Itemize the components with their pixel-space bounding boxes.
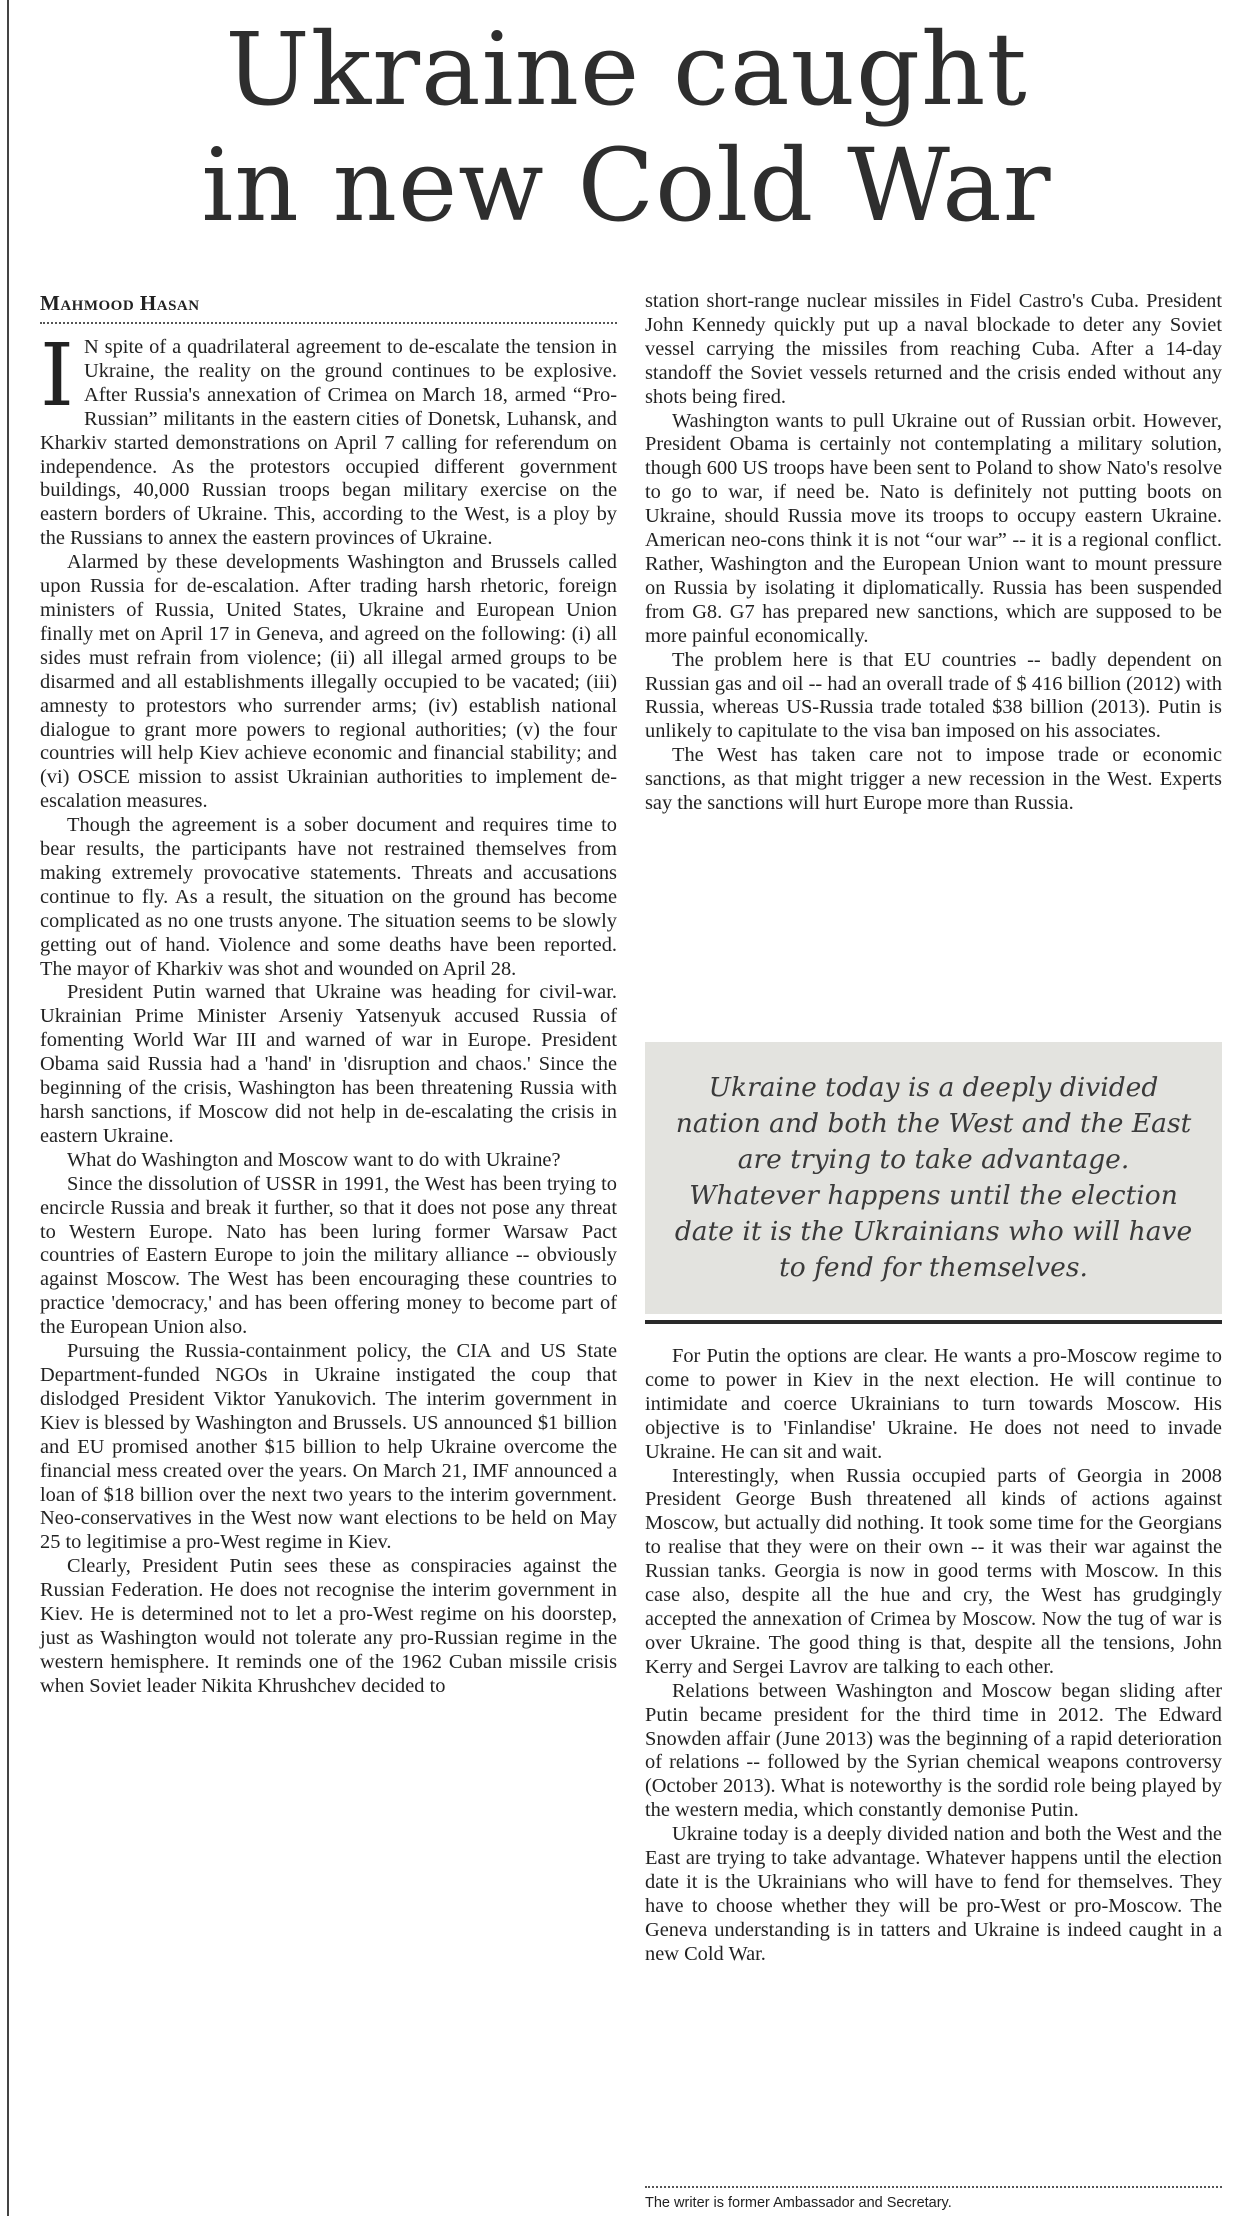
paragraph: The problem here is that EU countries -- badly dependent on Russian gas and oil -- had an overall trade of $ 416 billion (2012) with Russia, whereas US-Russia trade totaled $38 billion (2013). Putin is unlikely to capitulate to the visa ban imposed on his associates. <box>645 648 1222 743</box>
paragraph: Interestingly, when Russia occupied parts of Georgia in 2008 President George Bush threatened all kinds of actions against Moscow, but actually did nothing. It took some time for the Georgians to realise that they were on their own -- it was their war against the Russian tanks. Georgia is now in good terms with Moscow. In this case also, despite all the hue and cry, the West has grudgingly accepted the annexation of Crimea by Moscow. Now the tug of war is over Ukraine. The good thing is that, despite all the tensions, John Kerry and Sergei Lavrov are talking to each other. <box>645 1464 1222 1678</box>
paragraph-lead-text: N spite of a quadrilateral agreement to de-escalate the tension in Ukraine, the reality on the ground continues to be explosive. After Russia's annexation of Crimea on March 18, armed “Pro-Russian” militants in the eastern cities of Donetsk, Luhansk, and Kharkiv started demonstrations on April 7 calling for referendum on independence. As the protestors occupied different government buildings, 40,000 Russian troops began military exercise on the eastern borders of Ukraine. This, according to the West, is a ploy by the Russians to annex the eastern provinces of Ukraine. <box>40 336 617 550</box>
paragraph: The West has taken care not to impose trade or economic sanctions, as that might trigger a new recession in the West. Experts say the sanctions will hurt Europe more than Russia. <box>645 744 1222 815</box>
paragraph: Relations between Washington and Moscow began sliding after Putin became president for the third time in 2012. The Edward Snowden affair (June 2013) was the beginning of a rapid deterioration of relations -- followed by the Syrian chemical weapons controversy (October 2013). What is noteworthy is the sordid role being played by the western media, which constantly demonise Putin. <box>645 1679 1222 1822</box>
paragraph: What do Washington and Moscow want to do with Ukraine? <box>67 1148 561 1171</box>
footer-dotted-rule <box>645 2186 1222 2188</box>
byline: Mahmood Hasan <box>40 291 200 315</box>
paragraph: Since the dissolution of USSR in 1991, the West has been trying to encircle Russia and break it further, so that it does not pose any threat to Western Europe. Nato has been luring former Warsaw Pact countries of Eastern Europe to join the military alliance -- obviously against Moscow. The West has been encouraging these countries to practice 'democracy,' and has been offering money to become part of the European Union also. <box>40 1172 617 1339</box>
paragraph: Pursuing the Russia-containment policy, the CIA and US State Department-funded NGOs in Ukraine instigated the coup that dislodged President Viktor Yanukovich. The interim government in Kiev is blessed by Washington and Brussels. US announced $1 billion and EU promised another $15 billion to help Ukraine overcome the financial mess created over the years. On March 21, IMF announced a loan of $18 billion over the next two years to the interim government. Neo-conservatives in the West now want elections to be held on May 25 to legitimise a pro-West regime in Kiev. <box>40 1340 617 1554</box>
left-margin-rule <box>7 0 9 2216</box>
author-note: The writer is former Ambassador and Secretary. <box>645 2195 952 2211</box>
column-right-top <box>645 290 1222 816</box>
headline <box>0 12 1253 244</box>
paragraph-continued: station short-range nuclear missiles in Fidel Castro's Cuba. President John Kennedy quickly put up a naval blockade to deter any Soviet vessel carrying the missiles from reaching Cuba. After a 14-day standoff the Soviet vessels returned and the crisis ended without any shots being fired. <box>645 290 1222 408</box>
pull-quote-box <box>645 1042 1222 1314</box>
paragraph: Alarmed by these developments Washington and Brussels called upon Russia for de-escalation. After trading harsh rhetoric, foreign ministers of Russia, United States, Ukraine and European Union finally met on April 17 in Geneva, and agreed on the following: (i) all sides must refrain from violence; (ii) all illegal armed groups to be disarmed and all establishments illegally occupied to be vacated; (iii) amnesty to protestors who surrender arms; (iv) establish national dialogue to grant more powers to regional authorities; (v) the four countries will help Kiev achieve economic and financial stability; and (vi) OSCE mission to assist Ukrainian authorities to implement de-escalation measures. <box>40 551 617 813</box>
drop-cap: I <box>40 326 74 426</box>
paragraph: Ukraine today is a deeply divided nation and both the West and the East are trying to take advantage. Whatever happens until the election date it is the Ukrainians who will have to fend for themselves. They have to choose whether they will be pro-West or pro-Moscow. The Geneva understanding is in tatters and Ukraine is indeed caught in a new Cold War. <box>645 1823 1222 1965</box>
headline-line-2: in new Cold War <box>201 127 1052 244</box>
paragraph-lead <box>40 326 617 551</box>
pull-quote-text: Ukraine today is a deeply divided nation and both the West and the East are trying to take advantage. Whatever happens until the election date it is the Ukrainians who will have to fend for themselves. <box>674 1072 1193 1283</box>
paragraph: Clearly, President Putin sees these as conspiracies against the Russian Federation. He does not recognise the interim government in Kiev. He is determined not to let a pro-West regime on his doorstep, just as Washington would not tolerate any pro-Russian regime in the western hemisphere. It reminds one of the 1962 Cuban missile crisis when Soviet leader Nikita Khrushchev decided to <box>40 1555 617 1697</box>
paragraph: Though the agreement is a sober document and requires time to bear results, the participants have not restrained themselves from making extremely provocative statements. Threats and accusations continue to fly. As a result, the situation on the ground has become complicated as no one trusts anyone. The situation seems to be slowly getting out of hand. Violence and some deaths have been reported. The mayor of Kharkiv was shot and wounded on April 28. <box>40 814 617 980</box>
paragraph: Washington wants to pull Ukraine out of Russian orbit. However, President Obama is certainly not contemplating a military solution, though 600 US troops have been sent to Poland to show Nato's resolve to go to war, if need be. Nato is definitely not putting boots on Ukraine, should Russia move its troops to occupy eastern Ukraine. American neo-cons think it is not “our war” -- it is a regional conflict. Rather, Washington and the European Union want to mount pressure on Russia by isolating it diplomatically. Russia has been suspended from G8. G7 has prepared new sanctions, which are supposed to be more painful economically. <box>645 409 1222 647</box>
paragraph: President Putin warned that Ukraine was heading for civil-war. Ukrainian Prime Minister Arseniy Yatsenyuk accused Russia of fomenting World War III and warned of war in Europe. President Obama said Russia had a 'hand' in 'disruption and chaos.' Since the beginning of the crisis, Washington has been threatening Russia with harsh sanctions, if Moscow did not help in de-escalating the crisis in eastern Ukraine. <box>40 981 617 1147</box>
byline-dotted-rule <box>40 322 617 324</box>
column-left <box>40 290 617 1699</box>
paragraph: For Putin the options are clear. He wants a pro-Moscow regime to come to power in Kiev in the next election. He will continue to intimidate and coerce Ukrainians to turn towards Moscow. His objective is to 'Finlandise' Ukraine. He does not need to invade Ukraine. He can sit and wait. <box>645 1345 1222 1463</box>
pull-quote-rule <box>645 1320 1222 1324</box>
headline-line-1: Ukraine caught <box>225 11 1028 128</box>
column-right-bottom <box>645 1345 1222 1967</box>
